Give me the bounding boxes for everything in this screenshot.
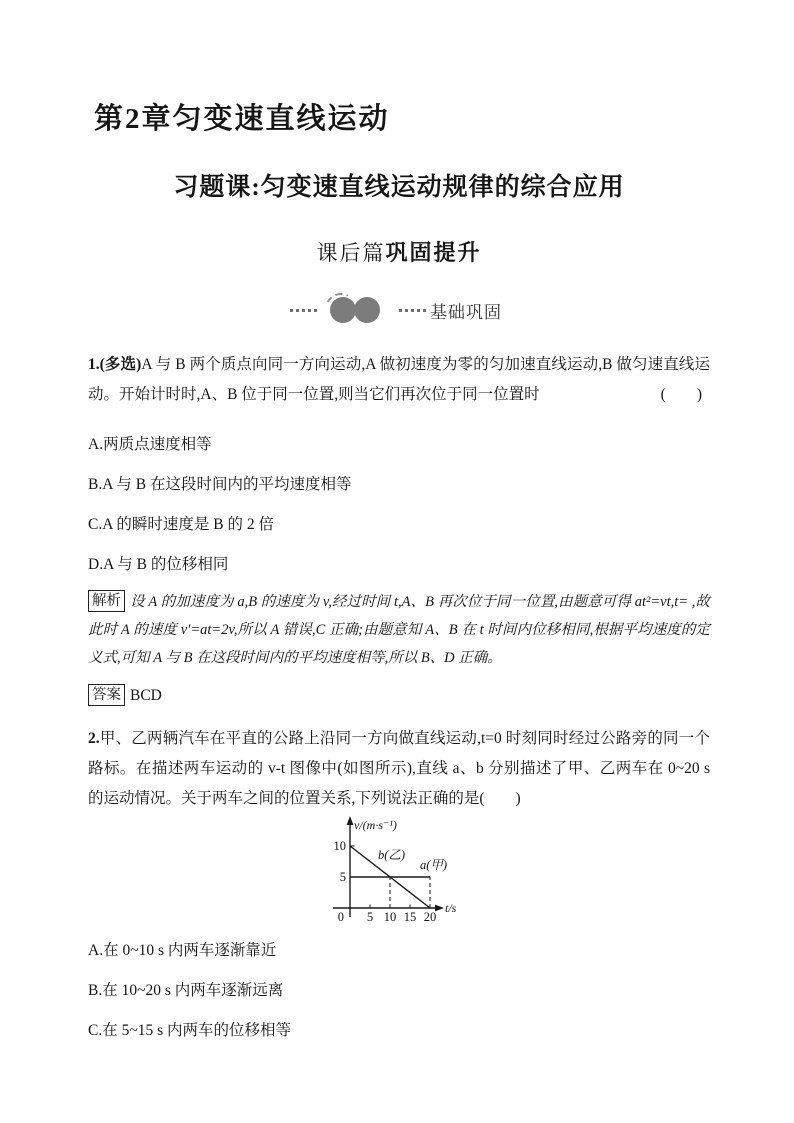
q1-option-c: C.A 的瞬时速度是 B 的 2 倍 bbox=[88, 516, 275, 533]
origin-label: 0 bbox=[337, 910, 344, 924]
vt-graph bbox=[302, 814, 477, 932]
section-prefix: 课后篇 bbox=[316, 241, 386, 265]
dotted-line-icon bbox=[290, 309, 319, 312]
circle-icon bbox=[354, 297, 380, 323]
band-label: 基础巩固 bbox=[430, 302, 502, 322]
answer-label: 答案 bbox=[88, 684, 125, 706]
chapter-title: 第2章匀变速直线运动 bbox=[94, 103, 390, 135]
q1-option-d: D.A 与 B 的位移相同 bbox=[88, 556, 229, 573]
section-heading bbox=[88, 236, 710, 268]
analysis-label: 解析 bbox=[88, 590, 125, 612]
question-1-number: 1.(多选) bbox=[88, 356, 142, 373]
section-title: 巩固提升 bbox=[385, 240, 482, 265]
dotted-line-icon bbox=[399, 309, 428, 312]
lesson-title: 习题课:匀变速直线运动规律的综合应用 bbox=[173, 174, 625, 201]
vt-graph-figure bbox=[88, 814, 710, 930]
y-tick-label: 10 bbox=[333, 839, 346, 853]
q2-option-c: C.在 5~15 s 内两车的位移相等 bbox=[88, 1022, 292, 1039]
y-axis-arrow-icon bbox=[347, 816, 354, 825]
x-axis-label: t/s bbox=[445, 901, 457, 915]
question-2-number: 2. bbox=[88, 730, 100, 747]
q1-analysis bbox=[88, 588, 710, 672]
q1-answer bbox=[88, 682, 710, 710]
question-1-text: A 与 B 两个质点向同一方向运动,A 做初速度为零的匀加速直线运动,B 做匀速直线运动。开始计时时,A、B 位于同一位置,则当它们再次位于同一位置时 bbox=[88, 356, 711, 403]
x-tick-label: 15 bbox=[403, 910, 417, 924]
question-2-stem bbox=[88, 724, 710, 814]
x-tick-label: 20 bbox=[423, 910, 437, 924]
answer-bracket: ( ) bbox=[660, 386, 702, 403]
q2-option-a: A.在 0~10 s 内两车逐渐靠近 bbox=[88, 942, 277, 959]
basics-band bbox=[290, 295, 710, 325]
q1-option-b: B.A 与 B 在这段时间内的平均速度相等 bbox=[88, 476, 352, 493]
annotation-b-yi: b(乙) bbox=[378, 848, 406, 863]
dashed-arc-icon bbox=[321, 289, 361, 329]
x-axis-arrow-icon bbox=[435, 905, 444, 912]
answer-text: BCD bbox=[130, 687, 162, 704]
x-tick-label: 5 bbox=[366, 910, 374, 924]
question-2-text: 甲、乙两辆汽车在平直的公路上沿同一方向做直线运动,t=0 时刻同时经过公路旁的同一个路标。在描述两车运动的 v-t 图像中(如图所示),直线 a、b 分别描述了甲、乙两车在 0~20 s 的运动情况。关于两车之间的位置关系,下列说法正确的是( ) bbox=[88, 730, 710, 807]
q1-option-a: A.两质点速度相等 bbox=[88, 436, 212, 453]
annotation-a-jia: a(甲) bbox=[420, 857, 448, 872]
q2-option-b: B.在 10~20 s 内两车逐渐远离 bbox=[88, 982, 284, 999]
x-tick-label: 10 bbox=[383, 910, 397, 924]
question-1-stem bbox=[88, 350, 710, 410]
y-tick-label: 5 bbox=[339, 870, 346, 884]
y-axis-label: v/(m·s⁻¹) bbox=[354, 818, 397, 832]
double-circle-ornament-icon bbox=[327, 295, 385, 325]
analysis-text: 设 A 的加速度为 a,B 的速度为 v,经过时间 t,A、B 再次位于同一位置,由题意可得 at²=vt,t= ,故此时 A 的速度 v′=at=2v,所以 A 错误,C 正确;由题意知 A、B 在 t 时间内位移相同,根据平均速度的定义式,可知 A 与 B 在这段时间内的平均速度相等,所以 B、D 正确。 bbox=[88, 594, 710, 666]
